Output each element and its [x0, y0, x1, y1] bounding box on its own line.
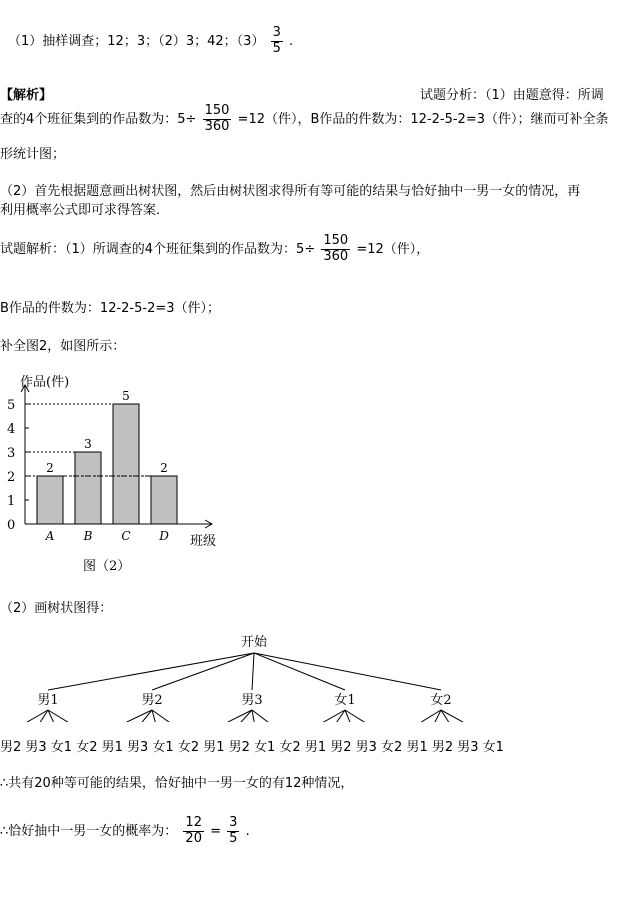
- bar-D: [151, 476, 177, 524]
- tree-leaf-branch: [106, 710, 152, 722]
- answer-suffix: .: [289, 33, 294, 49]
- bar-data-label: 2: [160, 461, 168, 475]
- tree-leaf-branch: [48, 710, 84, 722]
- tree-node: 男3: [241, 693, 263, 708]
- solution-line-2: B作品的件数为：12-2-5-2=3（件）；: [0, 301, 221, 316]
- tree-branch: [254, 653, 441, 690]
- analysis-head: 试题分析：（1）由题意得：所调: [420, 88, 604, 103]
- bar-A: [37, 476, 63, 524]
- analysis-line-3: 形统计图；: [0, 147, 66, 162]
- tree-node: 男2: [141, 693, 163, 708]
- analysis-line-2-text-b: =12（件），B作品的件数为：12-2-5-2=3（件）；继而可补全条: [237, 111, 609, 127]
- bar-data-label: 5: [122, 389, 130, 403]
- analysis-line-5: 利用概率公式即可求得答案.: [0, 203, 161, 218]
- y-tick-label: 4: [7, 422, 16, 437]
- conclusion-equals: =: [210, 823, 222, 839]
- y-tick-label: 2: [7, 470, 16, 485]
- analysis-line-2: [0, 104, 609, 135]
- analysis-fraction: [203, 104, 232, 135]
- conclusion-end: .: [245, 823, 250, 839]
- y-tick-label: 5: [7, 398, 16, 413]
- tree-leaf-branch: [10, 710, 48, 722]
- tree-branch: [48, 653, 254, 690]
- answer-frac-num: 3: [272, 25, 281, 40]
- conclusion-line-1: ∴共有20种等可能的结果，恰好抽中一男一女的有12种情况，: [0, 776, 354, 791]
- chart-caption: 图（2）: [83, 559, 131, 574]
- conclusion-line-2: [0, 816, 250, 847]
- tree-leaf-branch: [345, 710, 354, 722]
- tree-branch: [152, 653, 254, 690]
- y-tick-label: 0: [7, 518, 16, 533]
- answer-frac-den: 5: [272, 40, 281, 56]
- chart-x-axis-label: 班级: [190, 534, 217, 549]
- solution-line-3: 补全图2，如图所示：: [0, 339, 126, 354]
- y-tick-label: 1: [7, 494, 16, 509]
- solution-fraction: [321, 234, 350, 265]
- bar-data-label: 2: [46, 461, 54, 475]
- analysis-tag: 【解析】: [0, 88, 53, 103]
- analysis-line-2-text-a: 查的4个班征集到的作品数为：5÷: [0, 111, 197, 127]
- conclusion-f2-den: 5: [229, 830, 238, 846]
- x-tick-label: C: [121, 529, 131, 543]
- answer-fraction: [271, 26, 283, 57]
- tree-diagram: [0, 630, 500, 722]
- tree-leaf-branch: [252, 710, 281, 722]
- y-tick-label: 3: [7, 446, 16, 461]
- analysis-frac-num: 150: [204, 103, 230, 118]
- conclusion-fraction-2: [227, 816, 239, 847]
- tree-leaf-branch: [48, 710, 58, 722]
- tree-branch: [252, 653, 254, 690]
- tree-node: 女1: [334, 693, 356, 708]
- solution-line-1: [0, 234, 429, 265]
- conclusion-f1-num: 12: [185, 815, 202, 830]
- tree-leaf-branch: [34, 710, 48, 722]
- conclusion-text: ∴恰好抽中一男一女的概率为：: [0, 823, 178, 839]
- bar-B: [75, 452, 101, 524]
- conclusion-f2-num: 3: [229, 815, 238, 830]
- tree-leaf-branch: [306, 710, 345, 722]
- solution-line-1-text-b: =12（件），: [356, 241, 430, 257]
- solution-line-1-text-a: 试题解析：（1）所调查的4个班征集到的作品数为：5÷: [0, 241, 316, 257]
- analysis-frac-den: 360: [204, 118, 230, 134]
- tree-root: 开始: [240, 635, 268, 650]
- x-tick-label: D: [159, 529, 169, 543]
- tree-branch: [254, 653, 345, 690]
- answer-line: [8, 26, 293, 57]
- tree-node: 男1: [37, 693, 59, 708]
- bar-data-label: 3: [84, 437, 92, 451]
- tree-node: 女2: [430, 693, 452, 708]
- x-tick-label: B: [83, 529, 93, 543]
- conclusion-fraction-1: [183, 816, 204, 847]
- tree-leaves: 男2 男3 女1 女2 男1 男3 女1 女2 男1 男2 女1 女2 男1 男2 男3 女2 男1 男2 男3 女1: [0, 740, 504, 755]
- chart-y-axis-label: 作品(件): [20, 375, 70, 390]
- solution-frac-den: 360: [323, 248, 349, 264]
- x-tick-label: A: [45, 529, 55, 543]
- conclusion-f1-den: 20: [185, 830, 202, 846]
- analysis-line-4: （2）首先根据题意画出树状图，然后由树状图求得所有等可能的结果与恰好抽中一男一女的情况，再: [0, 184, 581, 199]
- bar-chart: [0, 368, 240, 578]
- tree-leaf-branch: [208, 710, 252, 722]
- answer-prefix: （1）抽样调查；12；3；（2）3；42；（3）: [8, 33, 265, 49]
- bar-C: [113, 404, 139, 524]
- tree-leaf-branch: [152, 710, 183, 722]
- solution-frac-num: 150: [323, 233, 349, 248]
- tree-leaf-branch: [345, 710, 380, 722]
- tree-title: （2）画树状图得：: [0, 601, 113, 616]
